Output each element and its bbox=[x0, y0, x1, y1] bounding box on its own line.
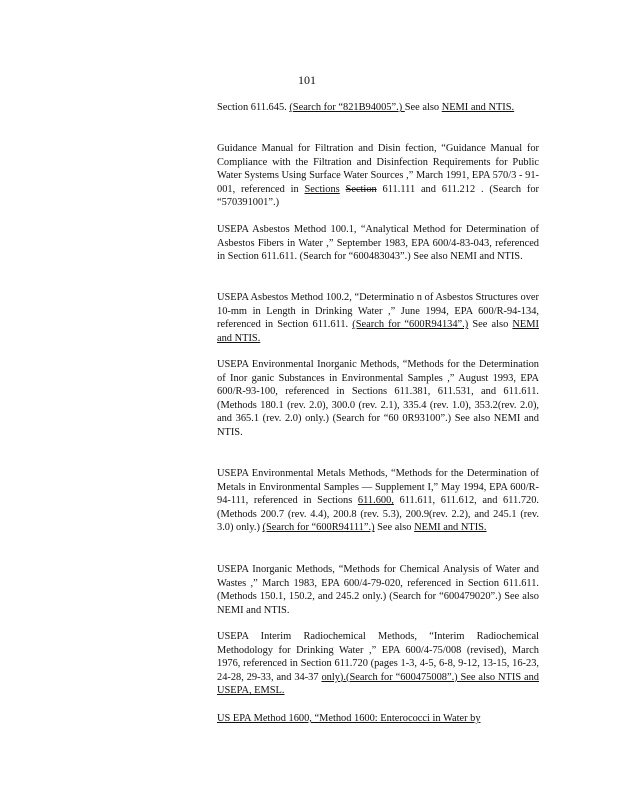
reference-entry bbox=[217, 358, 539, 440]
inserted-text: US EPA Method 1600, “Method 1600: Enterococci in Water by bbox=[217, 713, 481, 724]
see-also-link[interactable]: NEMI and NTIS. bbox=[217, 319, 539, 344]
inserted-text: Sections bbox=[304, 183, 340, 195]
reference-entry bbox=[217, 563, 539, 617]
entry-text: Section 611.645. bbox=[217, 102, 290, 113]
entry-text: Guidance Manual for Filtration and Disin fection, “Guidance Manual for Compliance with the Filtration and Disinfection Requirements for Public Water Systems Using Surface Water Sources ,” March 1991, EPA 570/3 - 91-001, referenced in bbox=[217, 143, 539, 195]
entry-text: See also bbox=[374, 522, 415, 534]
inserted-text: only).(Search for “600475008”.) See also NTIS and USEPA, EMSL. bbox=[217, 671, 539, 697]
entry-text: USEPA Environmental Inorganic Methods, “Methods for the Determination of Inor ganic Substances in Environmental Samples ,” August 1993, EPA 600/R-93-100, referenced in Sections 611.381, 611.531, and 611.611. (Methods 180.1 (rev. 2.0), 300.0 (rev. 2.1), 335.4 (rev. 1.0), 353.2(rev. 2.0), and 365.1 (rev. 2.0) only.) (Search for “60 0R93100”.) See also NEMI and NTIS. bbox=[217, 359, 539, 438]
search-link[interactable]: (Search for “600R94134”.) bbox=[352, 319, 469, 331]
reference-entry bbox=[217, 712, 539, 726]
see-also-link[interactable]: NEMI and NTIS. bbox=[441, 102, 515, 113]
entry-text: 611.111 and 611.212 . (Search for “570391001”.) bbox=[217, 183, 539, 209]
entry-text: USEPA Inorganic Methods, “Methods for Chemical Analysis of Water and Wastes ,” March 1983, EPA 600/4-79-020, referenced in Section 611.611. (Methods 150.1, 150.2, and 245.2 only.) (Search for “600479020”.) See also NEMI and NTIS. bbox=[217, 564, 539, 616]
reference-entry bbox=[217, 291, 539, 345]
entry-text: USEPA Asbestos Method 100.2, “Determinatio n of Asbestos Structures over 10-mm in Length in Drinking Water ,” June 1994, EPA 600/R-94-134, referenced in Section 611.611. bbox=[217, 292, 539, 331]
reference-entry bbox=[217, 142, 539, 210]
reference-entry bbox=[217, 630, 539, 698]
entry-text: USEPA Environmental Metals Methods, “Methods for the Determination of Metals in Environmental Samples — Supplement I,” May 1994, EPA 600/R-94-111, referenced in Sections bbox=[217, 468, 539, 507]
entry-text: USEPA Asbestos Method 100.1, “Analytical Method for Determination of Asbestos Fibers in Water ,” September 1983, EPA 600/4-83-043, referenced in Section 611.611. (Search for “600483043”.) See also NEMI and NTIS. bbox=[217, 224, 539, 263]
search-link[interactable]: (Search for “821B94005”.) bbox=[289, 102, 405, 113]
reference-entry bbox=[217, 223, 539, 264]
reference-entry bbox=[217, 467, 539, 535]
search-link[interactable]: (Search for “600R94111”.) bbox=[262, 522, 375, 534]
deleted-text: Section bbox=[345, 183, 377, 195]
entry-text: 611.611, 611.612, and 611.720. (Methods 200.7 (rev. 4.4), 200.8 (rev. 5.3), 200.9(rev. 2.2), and 245.1 (rev. 3.0) only.) bbox=[217, 495, 539, 534]
entry-text: See also bbox=[468, 319, 513, 331]
inserted-text: 611.600, bbox=[357, 495, 394, 507]
page-number: 101 bbox=[298, 73, 316, 87]
see-also-link[interactable]: NEMI and NTIS. bbox=[414, 522, 487, 534]
reference-entry bbox=[217, 101, 539, 115]
entry-text: USEPA Interim Radiochemical Methods, “Interim Radiochemical Methodology for Drinking Water ,” EPA 600/4-75/008 (revised), March 1976, referenced in Section 611.720 (pages 1-3, 4-5, 6-8, 9-12, 13-15, 16-23, 24-28, 29-33, and 34-37 bbox=[217, 631, 539, 683]
entry-text: See also bbox=[404, 102, 442, 113]
